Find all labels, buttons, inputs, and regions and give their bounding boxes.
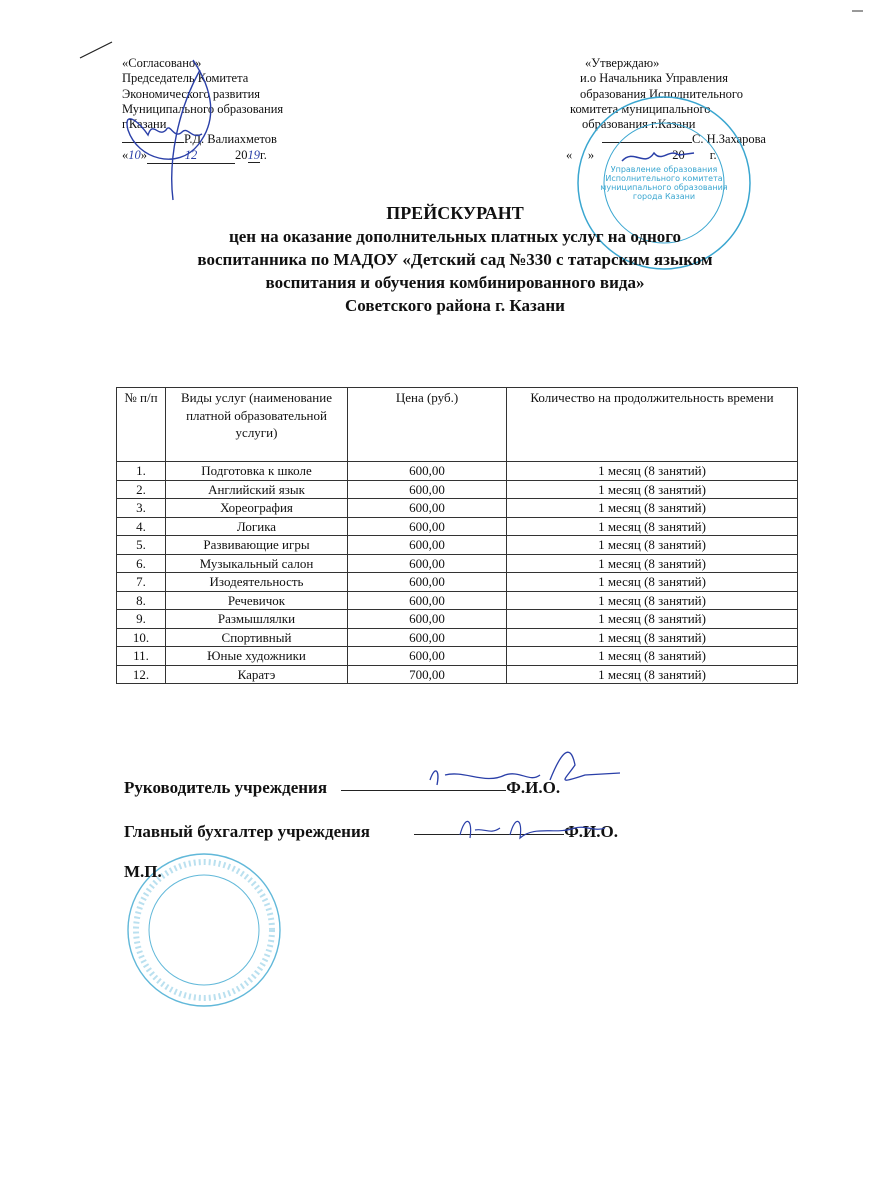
table-row: [117, 517, 798, 536]
service-name: Изодеятельность: [166, 573, 348, 592]
service-name: Музыкальный салон: [166, 554, 348, 573]
stamp-text: муниципального: [600, 183, 672, 192]
title-heading: ПРЕЙСКУРАНТ: [386, 203, 524, 223]
row-number: 7.: [117, 573, 166, 592]
service-name: Речевичок: [166, 591, 348, 610]
title-line: цен на оказание дополнительных платных услуг на одного: [228, 227, 682, 246]
handwritten-signature-accountant: [455, 810, 615, 845]
price: 600,00: [348, 554, 507, 573]
duration: 1 месяц (8 занятий): [507, 480, 798, 499]
header-duration: Количество на продолжительность времени: [507, 388, 798, 462]
row-number: 6.: [117, 554, 166, 573]
table-row: [117, 665, 798, 684]
price: 600,00: [348, 480, 507, 499]
duration: 1 месяц (8 занятий): [507, 647, 798, 666]
signer-name: С. Н.Захарова: [692, 132, 766, 147]
approval-line: Председатель Комитета: [122, 71, 249, 86]
table-row: [117, 554, 798, 573]
scan-mark: [851, 6, 865, 16]
scan-mark: [78, 38, 118, 62]
service-name: Хореография: [166, 499, 348, 518]
price: 600,00: [348, 573, 507, 592]
handwritten-signature-left: [118, 50, 228, 210]
duration: 1 месяц (8 занятий): [507, 554, 798, 573]
stamp-text-row: [605, 174, 722, 183]
stamp-text-row: [600, 183, 728, 192]
year-suffix: г.: [260, 147, 267, 162]
year-prefix: 20: [235, 147, 248, 162]
table-row: [117, 628, 798, 647]
accountant-fio: Ф.И.О.: [564, 822, 618, 841]
table-row: [117, 462, 798, 481]
accountant-label: Главный бухгалтер учреждения: [124, 822, 370, 841]
service-name: Каратэ: [166, 665, 348, 684]
row-number: 8.: [117, 591, 166, 610]
quote: »: [140, 147, 147, 162]
row-number: 10.: [117, 628, 166, 647]
row-number: 2.: [117, 480, 166, 499]
header-service: Виды услуг (наименование платной образовательной услуги): [166, 388, 348, 462]
title-line: воспитания и обучения комбинированного вида»: [265, 273, 645, 292]
table-row: [117, 536, 798, 555]
approval-line: Экономического развития: [122, 86, 261, 101]
service-name: Английский язык: [166, 480, 348, 499]
stamp-text: Исполнительного: [605, 174, 681, 183]
signer-name: Р.Д. Валиахметов: [184, 132, 277, 147]
stamp-text: Управление: [610, 165, 661, 174]
quote: «: [122, 147, 129, 162]
duration: 1 месяц (8 занятий): [507, 499, 798, 518]
row-number: 9.: [117, 610, 166, 629]
price: 600,00: [348, 628, 507, 647]
row-number: 4.: [117, 517, 166, 536]
row-number: 5.: [117, 536, 166, 555]
approval-line: образования г.Казани: [582, 117, 696, 132]
document-title: [0, 202, 873, 317]
service-name: Юные художники: [166, 647, 348, 666]
duration: 1 месяц (8 занятий): [507, 462, 798, 481]
duration: 1 месяц (8 занятий): [507, 665, 798, 684]
head-fio: Ф.И.О.: [506, 778, 561, 797]
row-number: 3.: [117, 499, 166, 518]
title-line: воспитанника по МАДОУ «Детский сад №330 с татарским языком: [197, 250, 713, 269]
table-row: [117, 647, 798, 666]
header-price: Цена (руб.): [348, 388, 507, 462]
price: 600,00: [348, 647, 507, 666]
date-line: « » 20 г.: [566, 147, 717, 162]
row-number: 11.: [117, 647, 166, 666]
approval-line: и.о Начальника Управления: [580, 71, 728, 86]
handwritten-signature-head: [425, 735, 625, 800]
duration: 1 месяц (8 занятий): [507, 517, 798, 536]
price: 600,00: [348, 462, 507, 481]
duration: 1 месяц (8 занятий): [507, 591, 798, 610]
table-row: [117, 573, 798, 592]
duration: 1 месяц (8 занятий): [507, 536, 798, 555]
title-line: Советского района г. Казани: [345, 296, 565, 315]
duration: 1 месяц (8 занятий): [507, 573, 798, 592]
price: 700,00: [348, 665, 507, 684]
head-label: Руководитель учреждения: [124, 778, 328, 797]
table-row: [117, 480, 798, 499]
approval-line: Муниципального образования: [122, 101, 284, 116]
approval-line: г.Казани: [122, 117, 167, 132]
price: 600,00: [348, 610, 507, 629]
service-name: Размышлялки: [166, 610, 348, 629]
service-name: Развивающие игры: [166, 536, 348, 555]
approval-line: комитета муниципального: [570, 101, 711, 116]
table-row: [117, 499, 798, 518]
row-number: 12.: [117, 665, 166, 684]
price: 600,00: [348, 517, 507, 536]
seal-label: М.П.: [124, 862, 162, 881]
approval-line: образования Исполнительного: [580, 86, 743, 101]
table-row: [117, 591, 798, 610]
year: 19: [247, 147, 260, 162]
stamp-text: образования: [663, 165, 718, 174]
table-row: [117, 610, 798, 629]
duration: 1 месяц (8 занятий): [507, 610, 798, 629]
service-name: Спортивный: [166, 628, 348, 647]
service-name: Логика: [166, 517, 348, 536]
price: 600,00: [348, 536, 507, 555]
approval-heading: «Согласовано»: [122, 56, 202, 70]
approval-heading: «Утверждаю»: [585, 56, 660, 70]
month: 12: [147, 148, 235, 164]
price-table: [116, 387, 798, 684]
service-name: Подготовка к школе: [166, 462, 348, 481]
stamp-text: города Казани: [632, 192, 696, 201]
day: 10: [128, 147, 141, 162]
duration: 1 месяц (8 занятий): [507, 628, 798, 647]
price: 600,00: [348, 499, 507, 518]
stamp-text: комитета: [682, 174, 723, 183]
header-number: № п/п: [117, 388, 166, 462]
price: 600,00: [348, 591, 507, 610]
stamp-text: образования: [673, 183, 728, 192]
row-number: 1.: [117, 462, 166, 481]
stamp-text-row: [611, 165, 718, 174]
